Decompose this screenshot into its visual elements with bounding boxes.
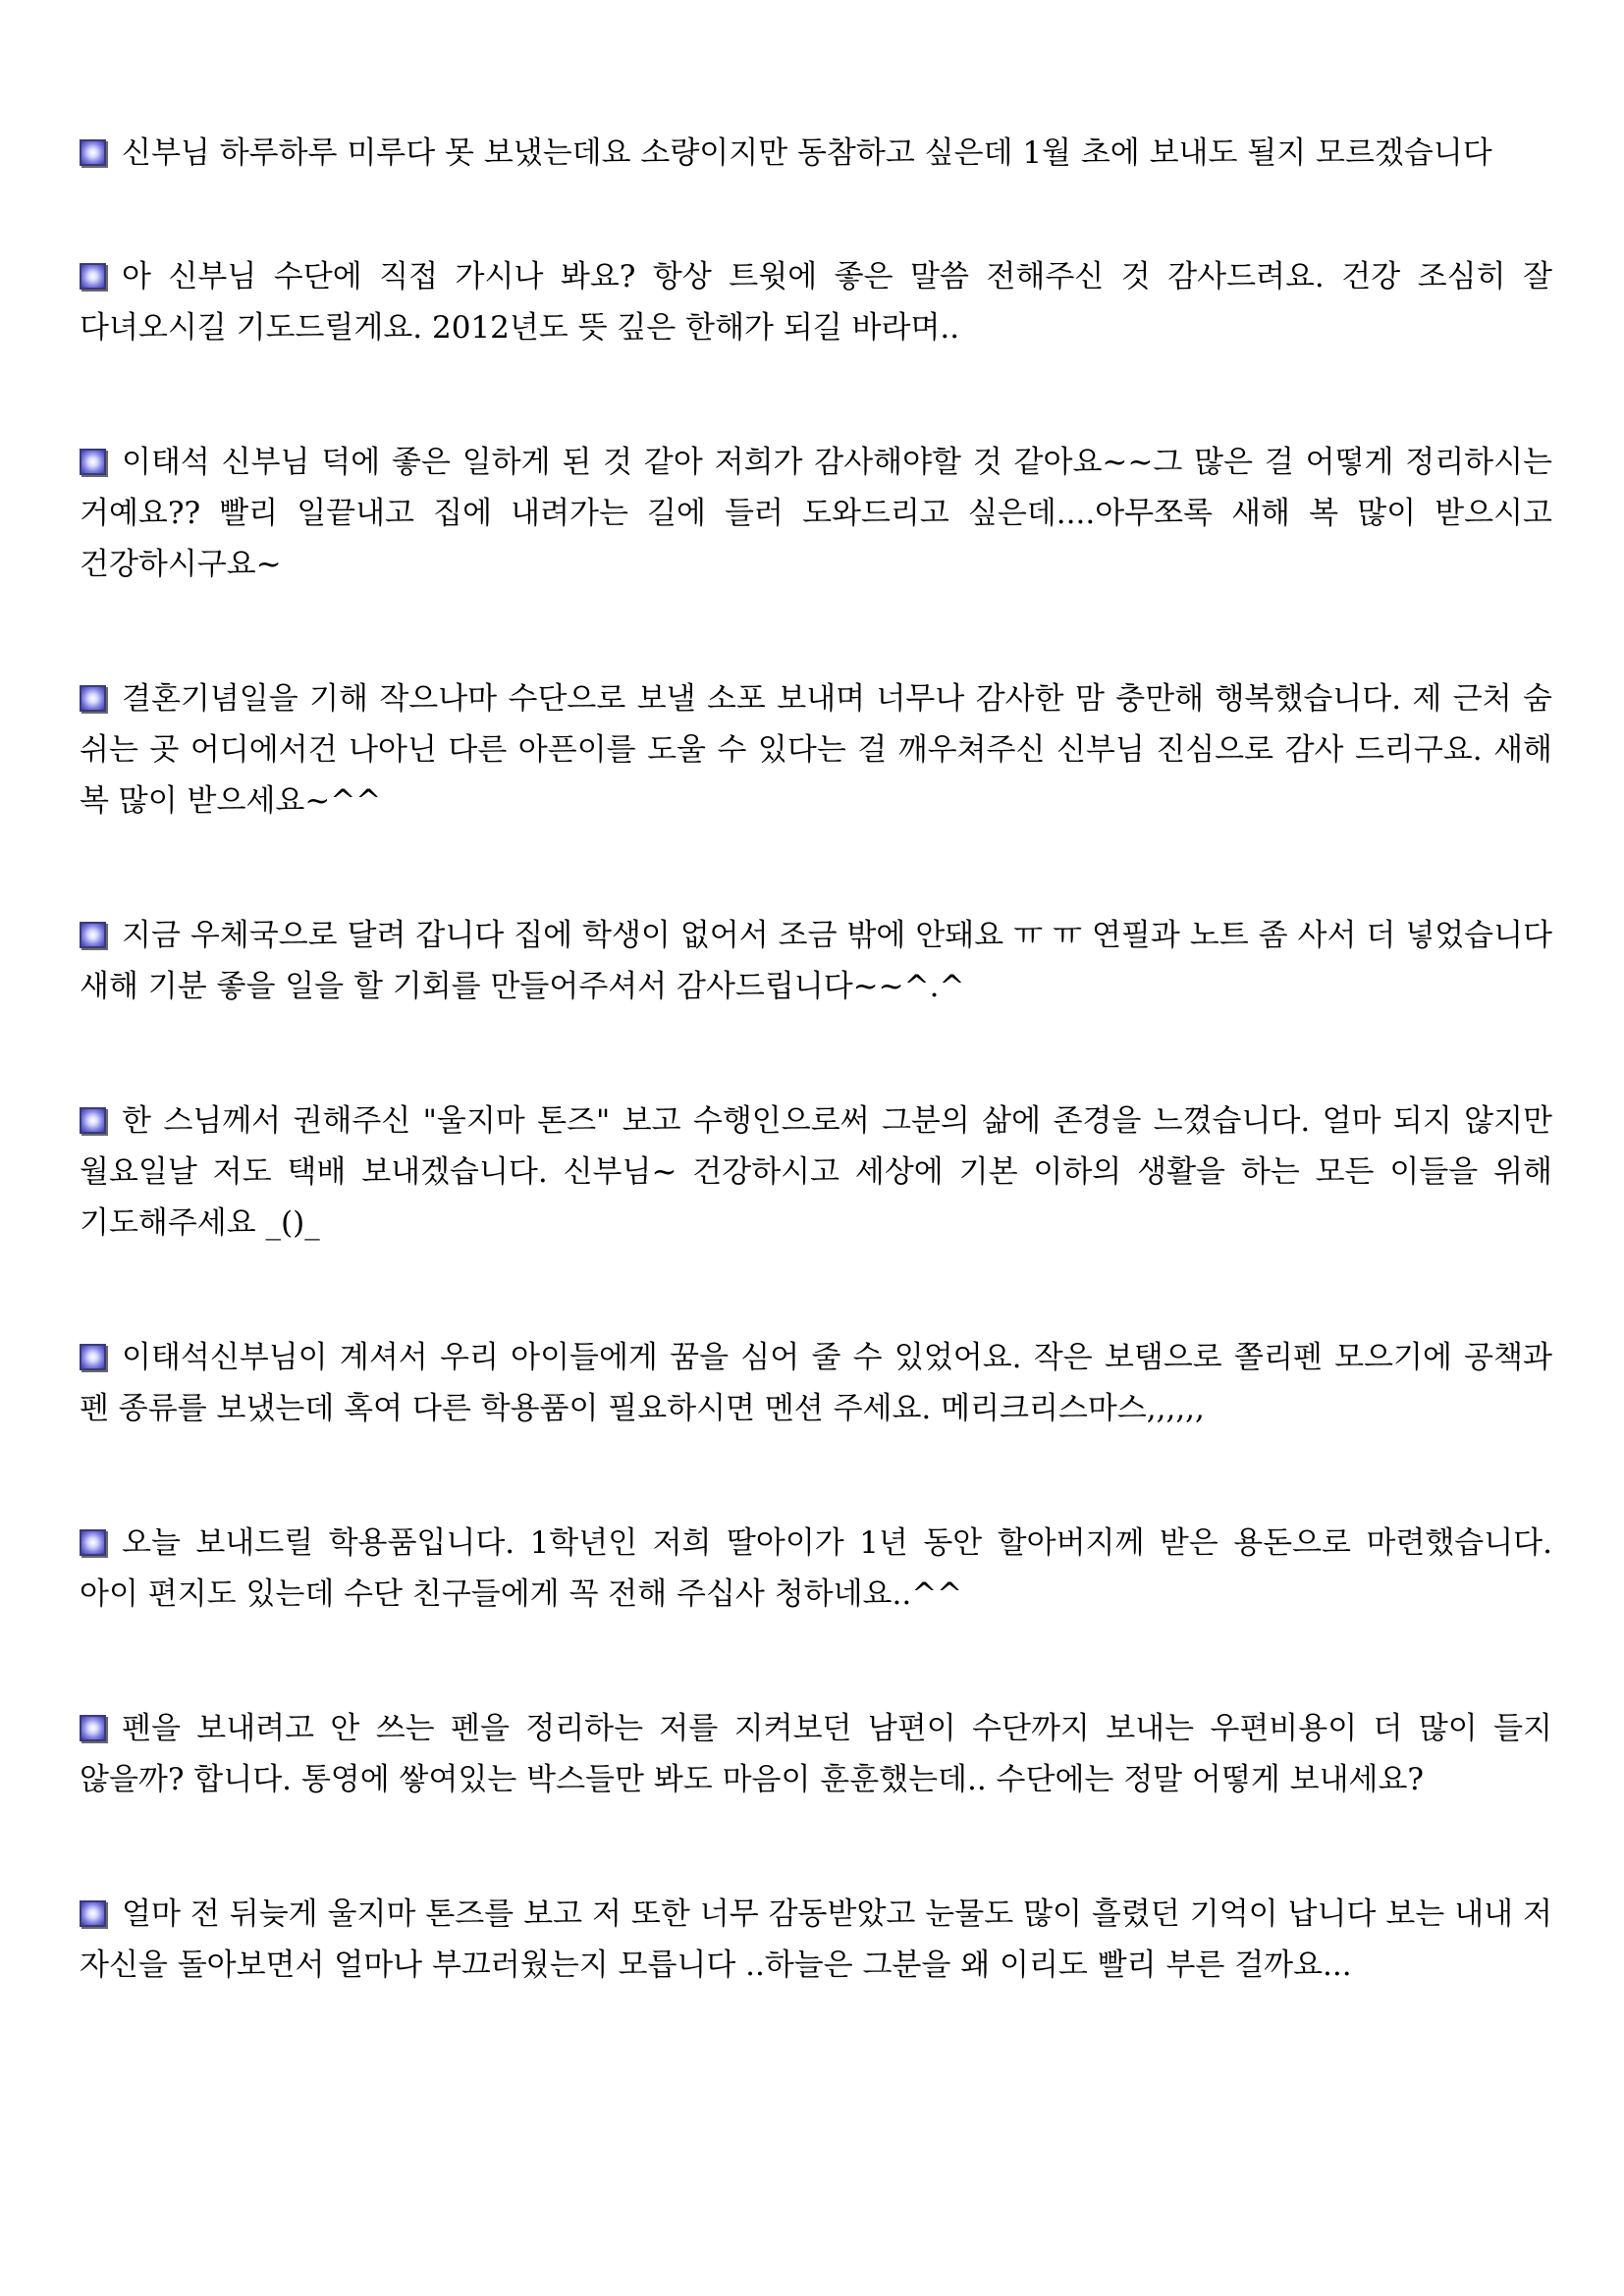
blue-square-bullet-icon (80, 1107, 106, 1134)
comment-text: 펜을 보내려고 안 쓰는 펜을 정리하는 저를 지켜보던 남편이 수단까지 보내는 우편비용이 더 많이 들지 않을까? 합니다. 통영에 쌓여있는 박스들만 봐도 마음이 훈훈했는데.. 수단에는 정말 어떻게 보내세요? (80, 1711, 1552, 1797)
comment-text: 아 신부님 수단에 직접 가시나 봐요? 항상 트윗에 좋은 말씀 전해주신 것 감사드려요. 건강 조심히 잘 다녀오시길 기도드릴게요. 2012년도 뜻 깊은 한해가 되길 바라며.. (80, 259, 1552, 346)
comment-text: 결혼기념일을 기해 작으나마 수단으로 보낼 소포 보내며 너무나 감사한 맘 충만해 행복했습니다. 제 근처 숨 쉬는 곳 어디에서건 나아닌 다른 아픈이를 도울 수 있다는 걸 깨우쳐주신 신부님 진심으로 감사 드리구요. 새해 복 많이 받으세요~^^ (80, 681, 1552, 819)
comment-text: 지금 우체국으로 달려 갑니다 집에 학생이 없어서 조금 밖에 안돼요 ㅠ ㅠ 연필과 노트 좀 사서 더 넣었습니다 새해 기분 좋을 일을 할 기회를 만들어주셔서 감사드립니다~~^.^ (80, 918, 1552, 1004)
document-page (80, 128, 1552, 2074)
comment-entry-8 (80, 1518, 1552, 1620)
comment-text: 한 스님께서 권해주신 "울지마 톤즈" 보고 수행인으로써 그분의 삶에 존경을 느꼈습니다. 얼마 되지 않지만 월요일날 저도 택배 보내겠습니다. 신부님~ 건강하시고 세상에 기본 이하의 생활을 하는 모든 이들을 위해 기도해주세요 _()_ (80, 1103, 1552, 1241)
comment-entry-7 (80, 1332, 1552, 1434)
blue-square-bullet-icon (80, 1344, 106, 1370)
comment-text: 오늘 보내드릴 학용품입니다. 1학년인 저희 딸아이가 1년 동안 할아버지께 받은 용돈으로 마련했습니다. 아이 편지도 있는데 수단 친구들에게 꼭 전해 주십사 청하네요..^^ (80, 1525, 1552, 1612)
blue-square-bullet-icon (80, 685, 106, 712)
blue-square-bullet-icon (80, 263, 106, 290)
comment-entry-10 (80, 1889, 1552, 1991)
comment-text: 이태석 신부님 덕에 좋은 일하게 된 것 같아 저희가 감사해야할 것 같아요~~그 많은 걸 어떻게 정리하시는 거예요?? 빨리 일끝내고 집에 내려가는 길에 들러 도와드리고 싶은데....아무쪼록 새해 복 많이 받으시고 건강하시구요~ (80, 445, 1552, 582)
comment-text: 이태석신부님이 계셔서 우리 아이들에게 꿈을 심어 줄 수 있었어요. 작은 보탬으로 쫄리펜 모으기에 공책과 펜 종류를 보냈는데 혹여 다른 학용품이 필요하시면 멘션 주세요. 메리크리스마스,,,,,, (80, 1340, 1552, 1426)
comment-entry-6 (80, 1095, 1552, 1249)
comment-entry-1 (80, 128, 1552, 179)
blue-square-bullet-icon (80, 1529, 106, 1556)
comment-text: 얼마 전 뒤늦게 울지마 톤즈를 보고 저 또한 너무 감동받았고 눈물도 많이 흘렸던 기억이 납니다 보는 내내 저 자신을 돌아보면서 얼마나 부끄러웠는지 모릅니다 ..하늘은 그분을 왜 이리도 빨리 부른 걸까요... (80, 1896, 1552, 1983)
comment-entry-4 (80, 673, 1552, 827)
blue-square-bullet-icon (80, 449, 106, 475)
comment-text: 신부님 하루하루 미루다 못 보냈는데요 소량이지만 동참하고 싶은데 1월 초에 보내도 될지 모르겠습니다 (122, 135, 1492, 171)
comment-entry-5 (80, 910, 1552, 1012)
blue-square-bullet-icon (80, 1715, 106, 1741)
comment-entry-9 (80, 1703, 1552, 1805)
blue-square-bullet-icon (80, 139, 106, 166)
blue-square-bullet-icon (80, 1900, 106, 1927)
blue-square-bullet-icon (80, 922, 106, 948)
comment-entry-3 (80, 437, 1552, 590)
comment-entry-2 (80, 251, 1552, 353)
